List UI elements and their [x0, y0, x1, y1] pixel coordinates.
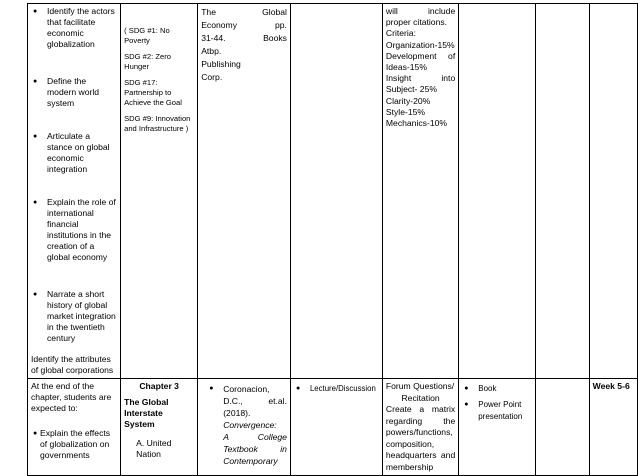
reference-line: Corp.: [201, 72, 223, 82]
assessment-line: will include: [385, 6, 456, 16]
table-row: [28, 379, 638, 476]
chapter-cell: [121, 379, 198, 476]
reference-cell: [198, 379, 291, 476]
reference-line: ● Coronacion,: [223, 384, 270, 394]
assessment-line: Ideas-15%: [385, 62, 427, 73]
assessment-line: proper citations.: [385, 17, 448, 28]
assessment-cell: [382, 4, 458, 379]
reference-line: (2018).: [223, 408, 251, 418]
objective-extra: Identify the attributes of global corporations: [31, 354, 114, 375]
list-item: ● Book: [462, 383, 532, 395]
reference-line: Publishing: [201, 59, 241, 69]
method-item: ● Lecture/Discussion: [294, 383, 379, 394]
list-item: ● Power Point presentation: [462, 399, 532, 423]
list-item: ● Articulate a stance on global economic integration: [31, 131, 117, 175]
assessment-line: Insight into: [385, 73, 456, 84]
resources-cell: [459, 4, 536, 379]
method-cell: [290, 4, 382, 379]
empty-cell: [536, 379, 589, 476]
reference-cell: [198, 4, 291, 379]
assessment-line: Create a matrix: [385, 404, 456, 414]
reference-line: 31-44. Books: [201, 33, 287, 43]
topic-item: A. United Nation: [136, 438, 172, 459]
assessment-line: Style-15%: [385, 106, 426, 117]
assessment-line: composition,: [385, 438, 435, 449]
reference-line: Atbp.: [201, 46, 222, 56]
objectives-cell: [28, 4, 121, 379]
reference-line: A College: [223, 432, 287, 442]
sdg-item: SDG #2: Zero Hunger: [124, 52, 171, 71]
objectives-cell: [28, 379, 121, 476]
table-row: [28, 4, 638, 379]
list-item: ● Define the modern world system: [31, 76, 117, 109]
list-item: ● Explain the effects of globalization on governments: [31, 428, 117, 461]
assessment-line: Criteria:: [385, 28, 416, 39]
assessment-line: powers/functions,: [385, 427, 453, 437]
reference-line: The Global: [201, 7, 287, 17]
assessment-cell: [382, 379, 458, 476]
reference-line: Textbook in: [223, 444, 287, 454]
reference-line: D.C., et.al.: [223, 396, 287, 406]
assessment-line: Organization-15%: [385, 39, 455, 50]
method-cell: [290, 379, 382, 476]
reference-line: Convergence:: [223, 420, 277, 430]
assessment-sub: Recitation: [401, 392, 440, 403]
sdg-item: ( SDG #1: No Poverty: [124, 26, 170, 45]
objectives-intro: At the end of the chapter, students are expected to:: [31, 381, 112, 413]
sdg-item: SDG #17: Partnership to Achieve the Goal: [124, 78, 182, 107]
list-item: ● Identify the actors that facilitate economic globalization: [31, 6, 117, 50]
objectives-list: [31, 428, 117, 461]
resources-list: [462, 383, 532, 423]
objectives-list: [31, 6, 117, 344]
sdg-cell: [121, 4, 198, 379]
assessment-line: Development of: [385, 50, 456, 61]
chapter-title: The Global Interstate System: [124, 397, 169, 429]
assessment-line: regarding the: [385, 415, 456, 426]
syllabus-table: [27, 3, 638, 476]
assessment-line: headquarters and: [385, 450, 456, 460]
week-cell: [589, 4, 637, 379]
sdg-item: SDG #9: Innovation and Infrastructure ): [124, 114, 191, 133]
list-item: ● Narrate a short history of global market integration in the twentieth century: [31, 289, 117, 344]
chapter-label: Chapter 3: [139, 381, 179, 391]
resources-cell: [459, 379, 536, 476]
assessment-line: Clarity-20%: [385, 95, 431, 106]
reference-line: Contemporary: [223, 456, 278, 466]
reference-line: Economy pp.: [201, 20, 287, 30]
assessment-line: membership: [385, 461, 434, 472]
week-cell: [589, 379, 637, 476]
assessment-line: Mechanics-10%: [385, 118, 448, 129]
assessment-line: Subject- 25%: [385, 84, 438, 95]
assessment-title: Forum Questions/: [385, 381, 455, 391]
week-label: Week 5-6: [592, 381, 630, 391]
list-item: ● Explain the role of international financial institutions in the creation of a global economy: [31, 197, 117, 263]
empty-cell: [536, 4, 589, 379]
